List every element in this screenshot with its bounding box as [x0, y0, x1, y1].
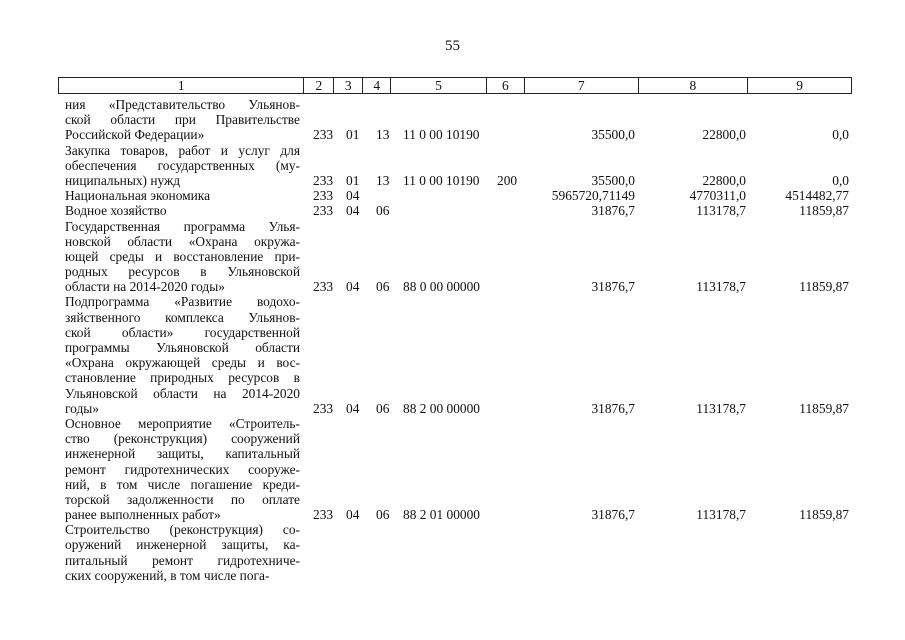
header-col-5: 5: [391, 78, 487, 93]
description-line: питальный ремонт гидротехниче-: [65, 552, 300, 568]
description-line: ских сооружений, в том числе пога-: [65, 567, 270, 583]
cell-c7: 31876,7: [591, 203, 635, 219]
description-line: родных ресурсов в Ульяновской: [65, 264, 300, 280]
cell-c8: 113178,7: [696, 400, 746, 416]
description-line: оружений инженерной защиты, ка-: [65, 537, 300, 553]
table-row: [0, 416, 905, 522]
description-line: Строительство (реконструкция) со-: [65, 522, 300, 538]
table-header: [58, 77, 852, 94]
description-line: ской области при Правительстве: [65, 112, 300, 128]
description-line: зяйственного комплекса Ульянов-: [65, 309, 300, 325]
cell-c2: 233: [313, 400, 334, 416]
row-values: [0, 568, 905, 583]
cell-c3: 04: [346, 279, 360, 295]
description-line: Закупка товаров, работ и услуг для: [65, 142, 300, 158]
table-row: [0, 143, 905, 189]
description-line: ранее выполненных работ»: [65, 507, 221, 523]
cell-c3: 01: [346, 127, 360, 143]
header-col-4: 4: [363, 78, 391, 93]
cell-c8: 113178,7: [696, 279, 746, 295]
description-line: Национальная экономика: [65, 188, 211, 204]
description-line: ющей среды и восстановление при-: [65, 248, 300, 264]
cell-c5: 11 0 00 10190: [403, 172, 480, 188]
cell-c2: 233: [313, 172, 334, 188]
cell-c8: 4770311,0: [689, 188, 746, 204]
header-col-2: 2: [304, 78, 334, 93]
description-line: новской области «Охрана окружа-: [65, 233, 300, 249]
cell-c2: 233: [313, 279, 334, 295]
cell-c4: 13: [376, 127, 390, 143]
header-col-3: 3: [334, 78, 363, 93]
row-values: [0, 203, 905, 218]
table-row: [0, 294, 905, 416]
description-line: обеспечения государственных (му-: [65, 157, 300, 173]
description-line: становление природных ресурсов в: [65, 370, 300, 386]
table-row: [0, 522, 905, 583]
row-values: [0, 279, 905, 294]
cell-c5: 88 2 01 00000: [403, 507, 480, 523]
cell-c9: 0,0: [832, 127, 849, 143]
cell-c5: 88 2 00 00000: [403, 400, 480, 416]
cell-c3: 04: [346, 188, 360, 204]
description-line: Ульяновской области на 2014-2020: [65, 385, 300, 401]
cell-c9: 0,0: [832, 172, 849, 188]
description-line: ниципальных) нужд: [65, 172, 181, 188]
cell-c2: 233: [313, 127, 334, 143]
cell-c9: 11859,87: [799, 279, 849, 295]
cell-c8: 22800,0: [702, 127, 746, 143]
row-description: [65, 294, 300, 416]
cell-c8: 113178,7: [696, 203, 746, 219]
page-number: 55: [445, 38, 460, 54]
header-col-6: 6: [487, 78, 525, 93]
table-row: [0, 97, 905, 143]
cell-c4: 06: [376, 400, 390, 416]
cell-c5: 88 0 00 00000: [403, 279, 480, 295]
description-line: ремонт гидротехнических сооруже-: [65, 461, 300, 477]
cell-c7: 31876,7: [591, 400, 635, 416]
description-line: Подпрограмма «Развитие водохо-: [65, 294, 300, 310]
cell-c3: 04: [346, 400, 360, 416]
cell-c6: 200: [497, 172, 518, 188]
description-line: инженерной защиты, капитальный: [65, 446, 300, 462]
header-col-7: 7: [525, 78, 639, 93]
description-line: ния «Представительство Ульянов-: [65, 97, 300, 112]
table-row: [0, 203, 905, 218]
description-line: торской задолженности по оплате: [65, 491, 300, 507]
cell-c7: 5965720,71149: [551, 188, 635, 204]
cell-c9: 11859,87: [799, 203, 849, 219]
cell-c2: 233: [313, 203, 334, 219]
cell-c5: 11 0 00 10190: [403, 127, 480, 143]
description-line: ство (реконструкция) сооружений: [65, 431, 300, 447]
description-line: Государственная программа Улья-: [65, 218, 300, 234]
description-line: ний, в том числе погашение креди-: [65, 476, 300, 492]
cell-c8: 22800,0: [702, 172, 746, 188]
cell-c3: 04: [346, 507, 360, 523]
row-values: [0, 401, 905, 416]
header-col-8: 8: [639, 78, 749, 93]
cell-c3: 01: [346, 172, 360, 188]
description-line: Основное мероприятие «Строитель-: [65, 415, 300, 431]
cell-c4: 06: [376, 507, 390, 523]
cell-c7: 31876,7: [591, 507, 635, 523]
header-col-9: 9: [796, 78, 803, 93]
cell-c2: 233: [313, 507, 334, 523]
description-line: Российской Федерации»: [65, 127, 205, 143]
description-line: программы Ульяновской области: [65, 340, 300, 355]
description-line: годы»: [65, 400, 99, 416]
row-values: [0, 127, 905, 142]
row-values: [0, 188, 905, 203]
cell-c4: 06: [376, 279, 390, 295]
cell-c2: 233: [313, 188, 334, 204]
cell-c7: 35500,0: [591, 127, 635, 143]
description-line: Водное хозяйство: [65, 203, 167, 219]
cell-c9: 4514482,77: [785, 188, 849, 204]
cell-c9: 11859,87: [799, 400, 849, 416]
cell-c3: 04: [346, 203, 360, 219]
cell-c9: 11859,87: [799, 507, 849, 523]
cell-c7: 31876,7: [591, 279, 635, 295]
description-line: ской области» государственной: [65, 324, 300, 340]
table-row: [0, 188, 905, 203]
cell-c4: 06: [376, 203, 390, 219]
cell-c8: 113178,7: [696, 507, 746, 523]
row-values: [0, 507, 905, 522]
table-row: [0, 219, 905, 295]
cell-c4: 13: [376, 172, 390, 188]
table-body: [0, 97, 905, 583]
cell-c7: 35500,0: [591, 172, 635, 188]
header-col-1: 1: [59, 78, 304, 93]
description-line: области на 2014-2020 годы»: [65, 279, 225, 295]
row-values: [0, 173, 905, 188]
description-line: «Охрана окружающей среды и вос-: [65, 355, 300, 371]
